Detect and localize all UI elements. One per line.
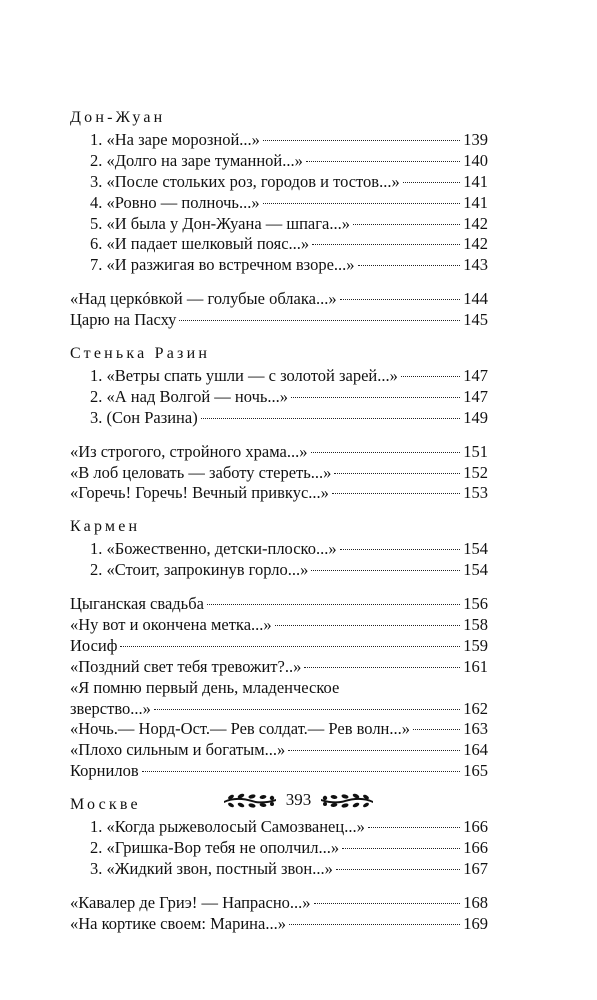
dot-leader	[306, 161, 460, 162]
page-ref: 169	[463, 913, 488, 933]
entry-title: «Ну вот и окончена метка...»	[70, 615, 272, 635]
entry-title: 2. «Долго на заре туманной...»	[90, 150, 303, 170]
toc-entry[interactable]	[70, 657, 488, 678]
page-ref: 139	[463, 130, 488, 149]
dot-leader	[334, 473, 460, 474]
toc-entry[interactable]	[70, 636, 488, 657]
page-ref: 147	[463, 386, 488, 406]
dot-leader	[340, 549, 461, 550]
page-ref: 159	[463, 635, 488, 655]
toc-section	[70, 893, 488, 935]
entry-title: «Из строгого, стройного храма...»	[70, 441, 308, 461]
section-heading: Москве	[70, 796, 141, 814]
entry-title: «Над церкóвкой — голубые облака...»	[70, 289, 337, 309]
page-ref: 143	[463, 255, 488, 275]
entry-title: «На кортике своем: Марина...»	[70, 913, 286, 933]
dot-leader	[342, 848, 460, 849]
entry-title: 7. «И разжигая во встречном взоре...»	[90, 255, 355, 275]
toc-entry[interactable]	[70, 615, 488, 636]
dot-leader	[289, 924, 460, 925]
page-ref: 141	[463, 192, 488, 212]
page-ref: 161	[463, 656, 488, 676]
toc-entry[interactable]	[70, 366, 488, 387]
toc-entry[interactable]	[70, 387, 488, 408]
page-ref: 165	[463, 761, 488, 781]
toc-section	[70, 289, 488, 331]
section-heading: Дон-Жуан	[70, 109, 166, 126]
entry-title: 5. «И была у Дон-Жуана — шпага...»	[90, 213, 350, 233]
entry-title: 2. «Гришка-Вор тебя не ополчил...»	[90, 838, 340, 858]
section-heading: Стенька Разин	[70, 345, 211, 363]
entry-title: «Кавалер де Гриэ! — Напрасно...»	[70, 892, 311, 912]
toc-entry[interactable]	[70, 699, 488, 720]
page-ref: 168	[463, 892, 488, 912]
toc-entry[interactable]	[70, 483, 488, 504]
page-ref: 145	[463, 310, 488, 330]
dot-leader	[332, 493, 460, 494]
page-ref: 142	[463, 213, 488, 233]
toc-entry[interactable]	[70, 678, 488, 699]
toc-section	[70, 344, 488, 429]
entry-title: 1. «Ветры спать ушли — с золотой зарей...»	[90, 366, 398, 386]
table-of-contents	[70, 108, 488, 935]
entry-title: 3. «После стольких роз, городов и тостов...»	[90, 171, 400, 191]
page-ref: 142	[463, 234, 488, 254]
dot-leader	[311, 452, 461, 453]
dot-leader	[291, 397, 460, 398]
toc-section	[70, 442, 488, 505]
page-ref: 153	[463, 483, 488, 503]
toc-entry[interactable]	[70, 859, 488, 880]
page-ref: 166	[463, 838, 488, 858]
page-ref: 164	[463, 740, 488, 760]
entry-title: 3. (Сон Разина)	[90, 407, 198, 427]
entry-title: Корнилов	[70, 761, 139, 781]
toc-entry[interactable]	[70, 740, 488, 761]
page-ref: 167	[463, 858, 488, 878]
entry-title: зверство...»	[70, 698, 151, 718]
dot-leader	[336, 869, 460, 870]
entry-title: «Ночь.— Норд-Ост.— Рев солдат.— Рев волн...»	[70, 719, 411, 739]
entry-title: 4. «Ровно — полночь...»	[90, 192, 260, 212]
dot-leader	[340, 299, 461, 300]
page-ref: 156	[463, 594, 488, 614]
toc-entry[interactable]	[70, 255, 488, 276]
page-ref: 141	[463, 171, 488, 191]
toc-entry[interactable]	[70, 539, 488, 560]
page-ref: 147	[463, 366, 488, 386]
toc-entry[interactable]	[70, 719, 488, 740]
floral-ornament-icon	[319, 790, 375, 810]
entry-title: 2. «Стоит, запрокинув горло...»	[90, 560, 309, 580]
toc-entry[interactable]	[70, 838, 488, 859]
dot-leader	[413, 729, 460, 730]
page-ref: 166	[463, 817, 488, 837]
page-ref: 154	[463, 539, 488, 559]
toc-entry[interactable]	[70, 463, 488, 484]
entry-title: «Поздний свет тебя тревожит?..»	[70, 656, 302, 676]
entry-title: Царю на Пасху	[70, 310, 177, 330]
toc-section	[70, 108, 488, 276]
page-ref: 154	[463, 560, 488, 580]
page-ref: 162	[463, 698, 488, 718]
dot-leader	[207, 604, 460, 605]
entry-title: Иосиф	[70, 635, 118, 655]
toc-entry[interactable]	[70, 289, 488, 310]
toc-entry[interactable]	[70, 214, 488, 235]
dot-leader	[314, 903, 461, 904]
entry-title: 1. «На заре морозной...»	[90, 130, 260, 149]
page-ref: 163	[463, 719, 488, 739]
dot-leader	[368, 827, 460, 828]
dot-leader	[304, 667, 460, 668]
toc-entry[interactable]	[70, 310, 488, 331]
toc-entry[interactable]	[70, 893, 488, 914]
toc-entry[interactable]	[70, 594, 488, 615]
toc-entry[interactable]	[70, 193, 488, 214]
toc-entry[interactable]	[70, 151, 488, 172]
page-number: 393	[285, 790, 312, 809]
dot-leader	[263, 203, 461, 204]
entry-title: «Плохо сильным и богатым...»	[70, 740, 286, 760]
entry-title: 3. «Жидкий звон, постный звон...»	[90, 858, 333, 878]
dot-leader	[154, 709, 460, 710]
page-ref: 140	[463, 150, 488, 170]
dot-leader	[403, 182, 461, 183]
toc-entry[interactable]	[70, 172, 488, 193]
entry-title: «В лоб целовать — заботу стереть...»	[70, 462, 332, 482]
page-ref: 151	[463, 441, 488, 461]
toc-entry[interactable]	[70, 761, 488, 782]
dot-leader	[142, 771, 461, 772]
page-ref: 158	[463, 615, 488, 635]
toc-entry[interactable]	[70, 442, 488, 463]
dot-leader	[401, 376, 460, 377]
entry-title: 2. «А над Волгой — ночь...»	[90, 386, 289, 406]
toc-entry[interactable]	[70, 130, 488, 151]
toc-entry[interactable]	[70, 817, 488, 838]
page-footer	[0, 790, 597, 810]
page-ref: 144	[463, 289, 488, 309]
toc-entry[interactable]	[70, 560, 488, 581]
floral-ornament-icon	[222, 790, 278, 810]
dot-leader	[263, 140, 460, 141]
toc-section	[70, 594, 488, 782]
entry-title: 1. «Когда рыжеволосый Самозванец...»	[90, 817, 365, 837]
entry-title: «Я помню первый день, младенческое	[70, 677, 340, 697]
dot-leader	[353, 224, 460, 225]
toc-entry[interactable]	[70, 914, 488, 935]
toc-entry[interactable]	[70, 234, 488, 255]
dot-leader	[312, 244, 460, 245]
dot-leader	[311, 570, 460, 571]
dot-leader	[201, 418, 461, 419]
section-heading: Кармен	[70, 518, 141, 536]
toc-entry[interactable]	[70, 408, 488, 429]
page-ref: 149	[463, 407, 488, 427]
entry-title: 6. «И падает шелковый пояс...»	[90, 234, 310, 254]
entry-title: «Горечь! Горечь! Вечный привкус...»	[70, 483, 329, 503]
dot-leader	[179, 320, 460, 321]
dot-leader	[358, 265, 461, 266]
dot-leader	[120, 646, 460, 647]
dot-leader	[288, 750, 460, 751]
page-ref: 152	[463, 462, 488, 482]
dot-leader	[275, 625, 461, 626]
entry-title: 1. «Божественно, детски-плоско...»	[90, 539, 337, 559]
entry-title: Цыганская свадьба	[70, 594, 204, 614]
toc-section	[70, 517, 488, 581]
